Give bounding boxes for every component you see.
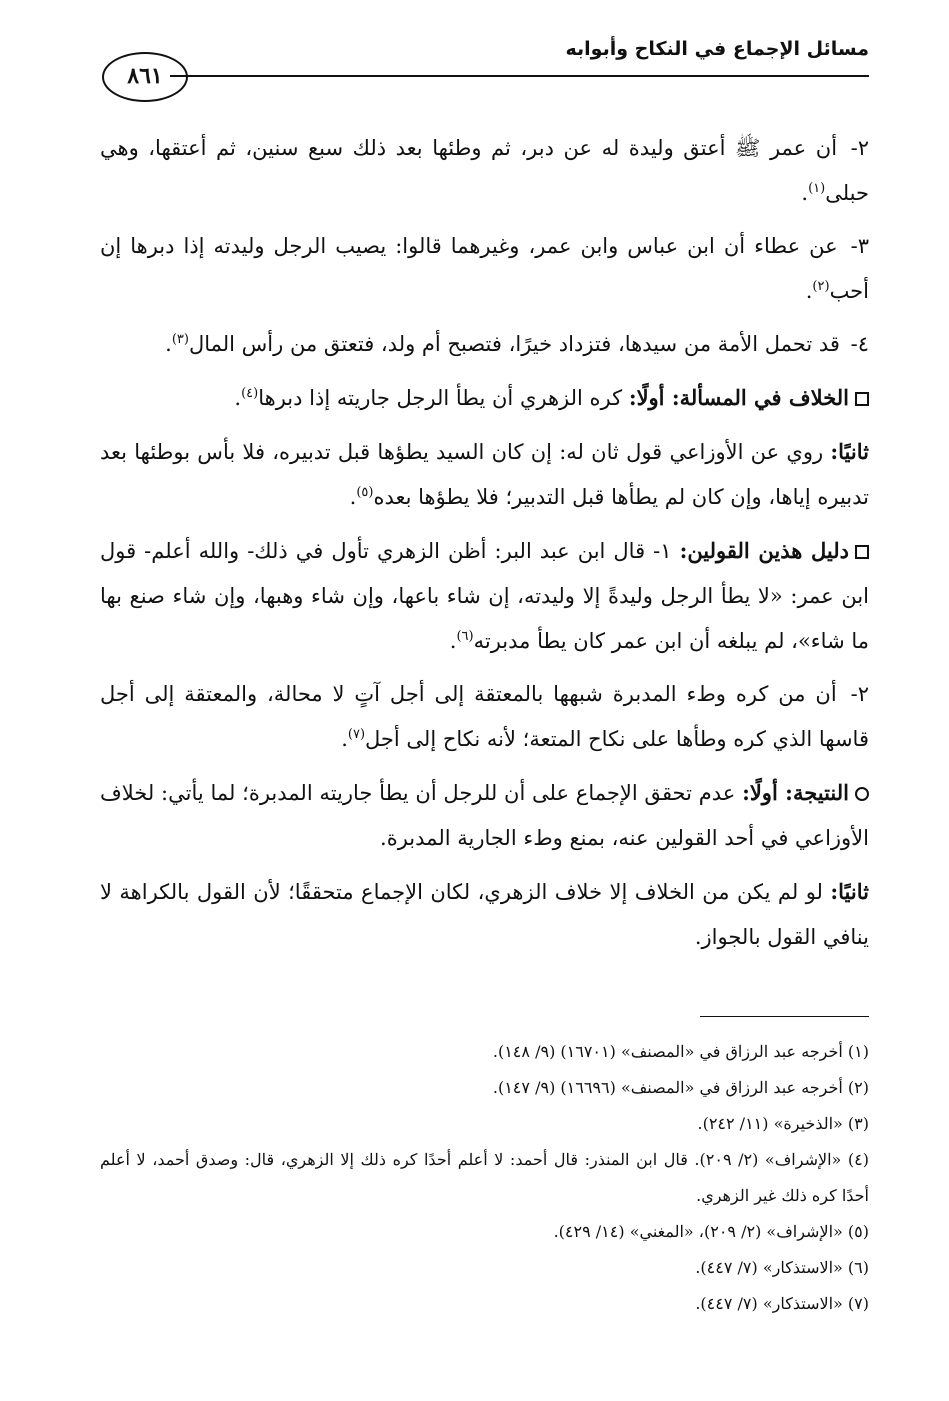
- paragraph-text: كره الزهري أن يطأ الرجل جاريته إذا دبرها: [258, 386, 623, 410]
- paragraph-text: ١- قال ابن عبد البر: أظن الزهري تأول في ذلك- والله أعلم- قول ابن عمر: «لا يطأ الرجل وليدةً إلا وليدته، إن شاء باعها، وإن شاء وهبها، وإن شاء صنع بها ما شاء»، لم يبلغه أن ابن عمر كان يطأ مدبرته: [100, 539, 869, 653]
- footnote-5: (٥) «الإشراف» (٢/ ٢٠٩)، «المغني» (١٤/ ٤٢٩).: [553, 1222, 869, 1241]
- square-bullet-icon: [855, 392, 869, 406]
- header-rule: [170, 75, 869, 77]
- main-text: [100, 126, 869, 968]
- paragraph-3: ٣- عن عطاء أن ابن عباس وابن عمر، وغيرهما قالوا: يصيب الرجل وليدته إذا دبرها إن أحب$^{(٢)}$.: [100, 234, 869, 303]
- paragraph-text: عن عطاء أن ابن عباس وابن عمر، وغيرهما قالوا: يصيب الرجل وليدته إذا دبرها إن أحب: [100, 234, 869, 303]
- footnote-ref: (٦): [456, 629, 474, 644]
- section-heading: الخلاف في المسألة: أولًا:: [628, 385, 849, 410]
- paragraph-text: لو لم يكن من الخلاف إلا خلاف الزهري، لكان الإجماع متحققًا؛ لأن القول بالكراهة لا ينافي القول بالجواز.: [100, 880, 869, 949]
- footnote-1: (١) أخرجه عبد الرزاق في «المصنف» (١٦٧٠١) (٩/ ١٤٨).: [492, 1042, 869, 1061]
- item-number: ٣-: [850, 234, 869, 258]
- item-number: ٢-: [850, 136, 869, 160]
- footnotes: [100, 1034, 869, 1322]
- footnote-ref: (٤): [241, 386, 259, 401]
- page-number: ٨٦١: [102, 52, 188, 102]
- paragraph-4: ٤- قد تحمل الأمة من سيدها، فتزداد خيرًا، فتصبح أم ولد، فتعتق من رأس المال$^{(٣)}$.: [165, 332, 869, 356]
- section-lead: ثانيًا:: [830, 879, 869, 904]
- paragraph-text: قد تحمل الأمة من سيدها، فتزداد خيرًا، فتصبح أم ولد، فتعتق من رأس المال: [188, 332, 840, 356]
- footnote-3: (٣) «الذخيرة» (١١/ ٢٤٢).: [697, 1114, 869, 1133]
- section-lead: ثانيًا:: [830, 439, 869, 464]
- footnote-ref: (٥): [356, 485, 374, 500]
- item-number: ٢-: [850, 682, 869, 706]
- square-bullet-icon: [855, 545, 869, 559]
- section-heading: دليل هذين القولين:: [679, 538, 849, 563]
- footnote-ref: (٢): [812, 279, 830, 294]
- footnote-separator: [700, 1016, 869, 1017]
- footnote-6: (٦) «الاستذكار» (٧/ ٤٤٧).: [695, 1258, 869, 1277]
- evidence-section: دليل هذين القولين: ١- قال ابن عبد البر: أظن الزهري تأول في ذلك- والله أعلم- قول ابن عمر: «لا يطأ الرجل وليدةً إلا وليدته، إن شاء باعها، وإن شاء وهبها، وإن شاء صنع بها ما شاء»، لم يبلغه أن ابن عمر كان يطأ مدبرته$^{(٦)}$.: [100, 538, 869, 653]
- footnote-ref: (٣): [171, 332, 189, 347]
- second-opinion: ثانيًا: روي عن الأوزاعي قول ثان له: إن كان السيد يطؤها قبل تدبيره، فلا بأس بوطئها بعد تدبيره إياها، وإن كان لم يطأها قبل التدبير؛ فلا يطؤها بعده$^{(٥)}$.: [100, 439, 869, 509]
- paragraph-text: أن من كره وطء المدبرة شبهها بالمعتقة إلى أجل آتٍ لا محالة، والمعتقة إلى أجل قاسها الذي كره وطأها على نكاح المتعة؛ لأنه نكاح إلى أجل: [100, 682, 869, 751]
- footnote-4: (٤) «الإشراف» (٢/ ٢٠٩). قال ابن المنذر: قال أحمد: لا أعلم أحدًا كره ذلك إلا الزهري، قال: وصدق أحمد، لا أعلم أحدًا كره ذلك غير الزهري.: [100, 1150, 869, 1205]
- paragraph-text: روي عن الأوزاعي قول ثان له: إن كان السيد يطؤها قبل تدبيره، فلا بأس بوطئها بعد تدبيره إياها، وإن كان لم يطأها قبل التدبير؛ فلا يطؤها بعده: [100, 440, 869, 509]
- paragraph-2: ٢- أن عمر ﷺ أعتق وليدة له عن دبر، ثم وطئها بعد ذلك سبع سنين، ثم أعتقها، وهي حبلى$^{(١)}$.: [100, 136, 869, 205]
- paragraph-text: عدم تحقق الإجماع على أن للرجل أن يطأ جاريته المدبرة؛ لما يأتي: لخلاف الأوزاعي في أحد القولين عنه، بمنع وطء الجارية المدبرة.: [100, 781, 869, 850]
- item-number: ٤-: [850, 332, 869, 356]
- paragraph-text: أن عمر ﷺ أعتق وليدة له عن دبر، ثم وطئها بعد ذلك سبع سنين، ثم أعتقها، وهي حبلى: [100, 136, 869, 205]
- footnote-7: (٧) «الاستذكار» (٧/ ٤٤٧).: [695, 1294, 869, 1313]
- evidence-second: ٢- أن من كره وطء المدبرة شبهها بالمعتقة إلى أجل آتٍ لا محالة، والمعتقة إلى أجل قاسها الذي كره وطأها على نكاح المتعة؛ لأنه نكاح إلى أجل$^{(٧)}$.: [100, 682, 869, 751]
- section-heading: النتيجة: أولًا:: [742, 780, 849, 805]
- running-title: مسائل الإجماع في النكاح وأبوابه: [565, 38, 869, 60]
- circle-bullet-icon: [855, 787, 869, 801]
- footnote-ref: (١): [808, 181, 826, 196]
- footnote-2: (٢) أخرجه عبد الرزاق في «المصنف» (١٦٦٩٦) (٩/ ١٤٧).: [492, 1078, 869, 1097]
- result-section: [100, 770, 869, 861]
- disagreement-section: الخلاف في المسألة: أولًا: كره الزهري أن يطأ الرجل جاريته إذا دبرها$^{(٤)}$.: [100, 375, 869, 421]
- result-second: [100, 869, 869, 960]
- footnote-ref: (٧): [347, 727, 366, 742]
